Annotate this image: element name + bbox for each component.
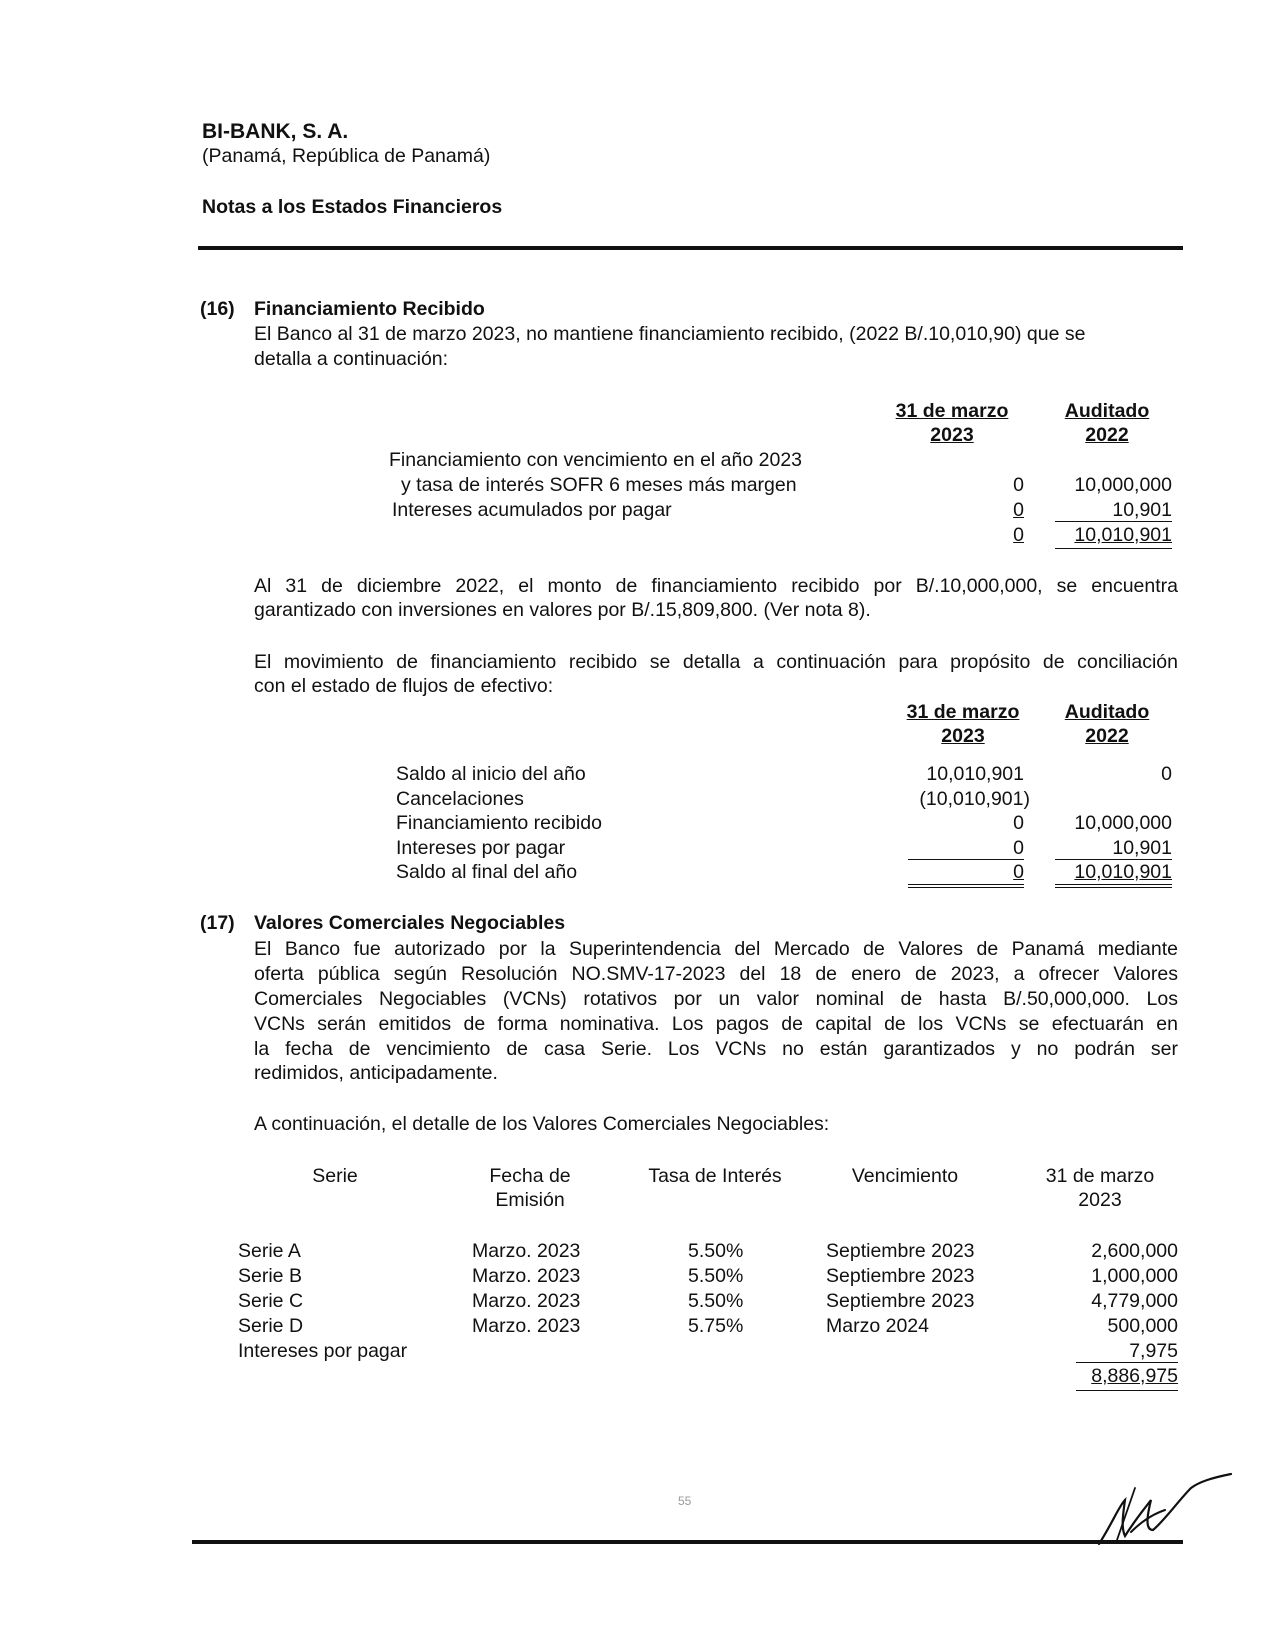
vcn-row-tasa: 5.50%	[688, 1240, 744, 1262]
note17-para-line: El Banco fue autorizado por la Superintendencia del Mercado de Valores de Panamá mediante	[254, 938, 1178, 960]
note16-para2-line1: Al 31 de diciembre 2022, el monto de financiamiento recibido por B/.10,000,000, se encuentra	[254, 575, 1178, 597]
vcn-row-monto: 1,000,000	[1091, 1265, 1178, 1287]
vcn-row-vencimiento: Marzo 2024	[826, 1315, 929, 1337]
vcn-row-fecha: Marzo. 2023	[472, 1265, 581, 1287]
table2-row-value1: 0	[1013, 837, 1024, 859]
note17-para-line: Comerciales Negociables (VCNs) rotativos por un valor nominal de hasta B/.50,000,000. Los	[254, 988, 1178, 1010]
table2-row-label: Financiamiento recibido	[396, 812, 602, 834]
vcn-row-tasa: 5.75%	[688, 1315, 744, 1337]
note16-para3-line1: El movimiento de financiamiento recibido se detalla a continuación para propósito de conciliación	[254, 651, 1178, 673]
table2-row-value1: 10,010,901	[926, 763, 1024, 785]
note16-para3-line2: con el estado de flujos de efectivo:	[254, 675, 554, 697]
note17-number: (17)	[200, 912, 235, 934]
table2-row-value1: 0	[1013, 861, 1024, 883]
vcn-header-monto-1: 31 de marzo	[1045, 1165, 1155, 1187]
vcn-row-fecha: Marzo. 2023	[472, 1240, 581, 1262]
vcn-row-fecha: Marzo. 2023	[472, 1290, 581, 1312]
vcn-header-monto-2: 2023	[1078, 1189, 1122, 1211]
vcn-interest-label: Intereses por pagar	[238, 1340, 408, 1362]
table2-row-value1: (10,010,901)	[919, 788, 1030, 810]
note17-title: Valores Comerciales Negociables	[254, 912, 566, 934]
vcn-header-fecha-1: Fecha de	[489, 1165, 571, 1187]
vcn-row-fecha: Marzo. 2023	[472, 1315, 581, 1337]
vcn-header-fecha-2: Emisión	[495, 1189, 565, 1211]
table1-subtotal-rule	[1055, 521, 1172, 522]
table1-row1-value2: 10,000,000	[1074, 474, 1172, 496]
vcn-row-serie: Serie D	[238, 1315, 304, 1337]
table1-row2-label: Intereses acumulados por pagar	[392, 499, 672, 521]
table2-col1-header-1: 31 de marzo	[906, 701, 1020, 723]
table2-row-label: Intereses por pagar	[396, 837, 566, 859]
note17-para-line: la fecha de vencimiento de casa Serie. Los VCNs no están garantizados y no podrán ser	[254, 1038, 1178, 1060]
vcn-header-tasa: Tasa de Interés	[648, 1165, 782, 1187]
vcn-interest-value: 7,975	[1129, 1340, 1178, 1362]
note16-title: Financiamiento Recibido	[254, 298, 485, 320]
table1-col1-header-2: 2023	[930, 424, 974, 446]
table2-row-value2: 10,901	[1112, 837, 1172, 859]
page-number: 55	[678, 1494, 692, 1508]
vcn-row-tasa: 5.50%	[688, 1265, 744, 1287]
table1-row2-value1: 0	[1013, 499, 1024, 521]
vcn-total-double-rule	[1076, 1390, 1178, 1391]
table2-col2-header-1: Auditado	[1064, 701, 1150, 723]
vcn-row-serie: Serie C	[238, 1290, 304, 1312]
table2-subtotal-rule-1	[908, 859, 1024, 860]
note16-intro-line1: El Banco al 31 de marzo 2023, no mantiene financiamiento recibido, (2022 B/.10,010,90) que se	[254, 323, 1086, 345]
vcn-row-serie: Serie A	[238, 1240, 301, 1262]
table2-row-label: Saldo al final del año	[396, 861, 578, 883]
table2-row-label: Saldo al inicio del año	[396, 763, 586, 785]
note16-number: (16)	[200, 298, 235, 320]
table2-subtotal-rule-2	[1055, 859, 1172, 860]
vcn-row-monto: 4,779,000	[1091, 1290, 1178, 1312]
table1-row1-label-a: Financiamiento con vencimiento en el año 2023	[389, 449, 803, 471]
document-subtitle: Notas a los Estados Financieros	[202, 196, 503, 218]
company-location: (Panamá, República de Panamá)	[202, 145, 491, 167]
note16-intro-line2: detalla a continuación:	[254, 348, 449, 370]
vcn-row-monto: 2,600,000	[1091, 1240, 1178, 1262]
note17-para-line: redimidos, anticipadamente.	[254, 1062, 498, 1084]
vcn-row-monto: 500,000	[1107, 1315, 1178, 1337]
table2-col2-header-2: 2022	[1085, 725, 1129, 747]
vcn-row-vencimiento: Septiembre 2023	[826, 1290, 975, 1312]
vcn-row-vencimiento: Septiembre 2023	[826, 1240, 975, 1262]
footer-rule	[192, 1540, 1183, 1544]
table2-total-rule-a	[908, 884, 1024, 885]
note17-para-line: oferta pública según Resolución NO.SMV-17-2023 del 18 de enero de 2023, a ofrecer Valores	[254, 963, 1178, 985]
vcn-total-value: 8,886,975	[1091, 1365, 1178, 1387]
header-rule	[198, 246, 1183, 250]
table1-row1-label-b: y tasa de interés SOFR 6 meses más margen	[401, 474, 797, 496]
vcn-header-vencimiento: Vencimiento	[851, 1165, 959, 1187]
table2-total-rule-d	[1055, 887, 1172, 888]
table1-row1-value1: 0	[1013, 474, 1024, 496]
signature-icon	[1095, 1470, 1235, 1548]
table1-col1-header-1: 31 de marzo	[895, 400, 1009, 422]
table2-row-label: Cancelaciones	[396, 788, 524, 810]
vcn-row-tasa: 5.50%	[688, 1290, 744, 1312]
table1-row2-value2: 10,901	[1112, 499, 1172, 521]
table2-row-value2: 0	[1161, 763, 1172, 785]
table1-total-double-rule	[1055, 548, 1172, 549]
table2-row-value2: 10,000,000	[1074, 812, 1172, 834]
vcn-subtotal-rule	[1076, 1362, 1178, 1363]
table1-total-value2: 10,010,901	[1074, 524, 1172, 546]
note16-para2-line2: garantizado con inversiones en valores por B/.15,809,800. (Ver nota 8).	[254, 599, 871, 621]
table2-total-rule-c	[1055, 884, 1172, 885]
table2-col1-header-2: 2023	[941, 725, 985, 747]
vcn-row-vencimiento: Septiembre 2023	[826, 1265, 975, 1287]
company-name: BI-BANK, S. A.	[202, 120, 349, 143]
vcn-header-serie: Serie	[312, 1165, 358, 1187]
table2-row-value2: 10,010,901	[1074, 861, 1172, 883]
table1-total-value1: 0	[1013, 524, 1024, 546]
table2-total-rule-b	[908, 887, 1024, 888]
vcn-row-serie: Serie B	[238, 1265, 302, 1287]
note17-para-line: VCNs serán emitidos de forma nominativa. Los pagos de capital de los VCNs se efectuarán en	[254, 1013, 1178, 1035]
table1-col2-header-2: 2022	[1085, 424, 1129, 446]
table1-col2-header-1: Auditado	[1064, 400, 1150, 422]
note17-detail-intro: A continuación, el detalle de los Valores Comerciales Negociables:	[254, 1113, 830, 1135]
table2-row-value1: 0	[1013, 812, 1024, 834]
